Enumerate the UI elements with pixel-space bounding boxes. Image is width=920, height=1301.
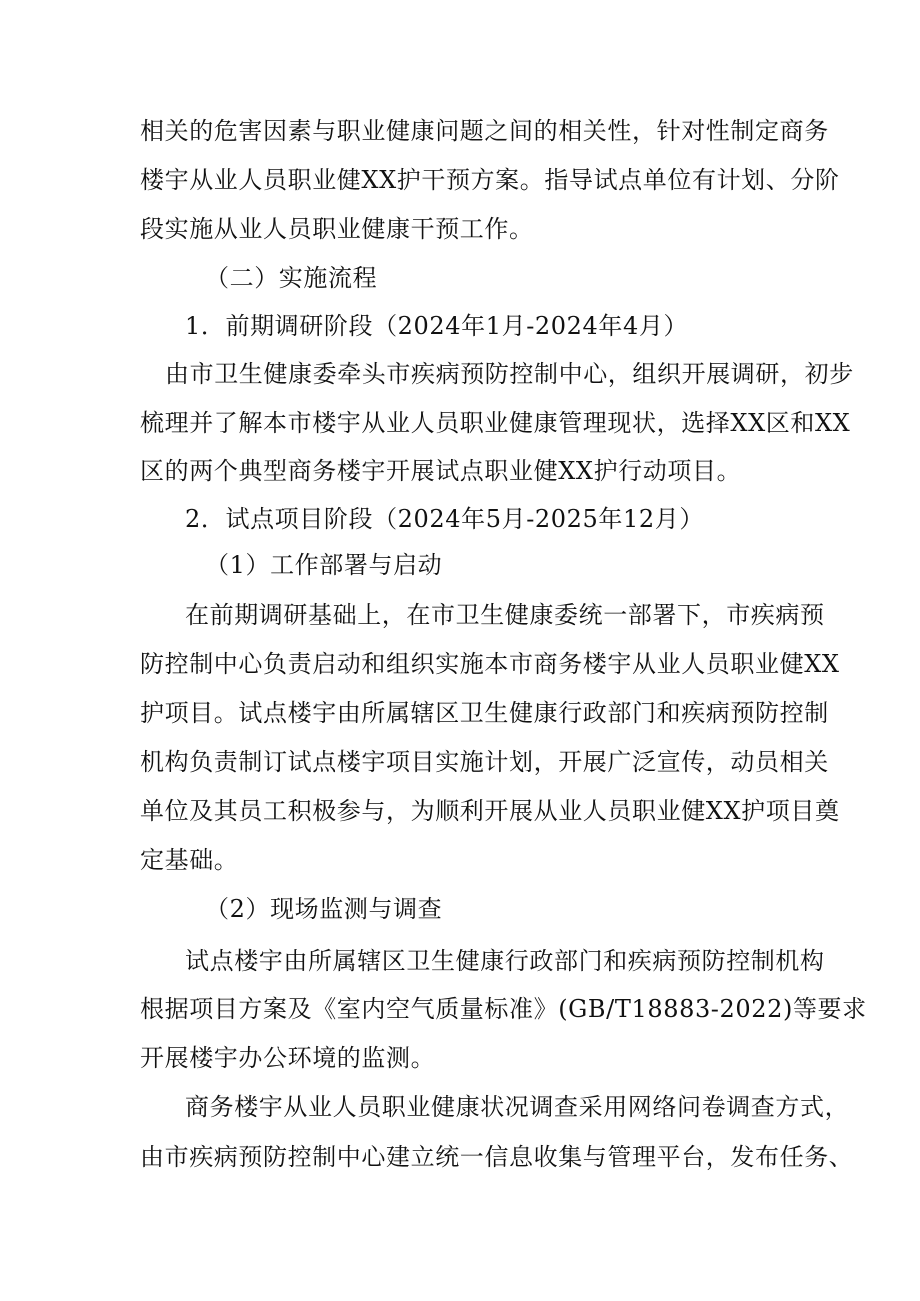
paragraph-line: 防控制中心负责启动和组织实施本市商务楼宇从业人员职业健XX xyxy=(140,650,840,678)
section-heading: （二）实施流程 xyxy=(205,264,378,292)
paragraph-line: 试点楼宇由所属辖区卫生健康行政部门和疾病预防控制机构 xyxy=(185,947,825,975)
sub-heading: （1）工作部署与启动 xyxy=(205,551,443,579)
paragraph-line: 在前期调研基础上，在市卫生健康委统一部署下，市疾病预 xyxy=(185,601,825,629)
paragraph-line: 段实施从业人员职业健康干预工作。 xyxy=(140,215,534,243)
stage-heading: 1．前期调研阶段（2024年1月-2024年4月） xyxy=(185,312,689,340)
paragraph-line: 区的两个典型商务楼宇开展试点职业健XX护行动项目。 xyxy=(140,457,742,485)
sub-heading: （2）现场监测与调查 xyxy=(205,895,443,923)
paragraph-line: 商务楼宇从业人员职业健康状况调查采用网络问卷调查方式， xyxy=(185,1093,850,1121)
paragraph-line: 开展楼宇办公环境的监测。 xyxy=(140,1044,436,1072)
paragraph-line: 由市卫生健康委牵头市疾病预防控制中心，组织开展调研，初步 xyxy=(165,360,854,388)
paragraph-line: 根据项目方案及《室内空气质量标准》(GB/T18883-2022)等要求 xyxy=(140,995,867,1023)
paragraph-line: 护项目。试点楼宇由所属辖区卫生健康行政部门和疾病预防控制 xyxy=(140,699,829,727)
paragraph-line: 机构负责制订试点楼宇项目实施计划，开展广泛宣传，动员相关 xyxy=(140,748,829,776)
paragraph-line: 梳理并了解本市楼宇从业人员职业健康管理现状，选择XX区和XX xyxy=(140,409,851,437)
paragraph-line: 由市疾病预防控制中心建立统一信息收集与管理平台，发布任务、 xyxy=(140,1143,854,1171)
paragraph-line: 楼宇从业人员职业健XX护干预方案。指导试点单位有计划、分阶 xyxy=(140,166,840,194)
paragraph-line: 相关的危害因素与职业健康问题之间的相关性，针对性制定商务 xyxy=(140,117,829,145)
stage-heading: 2．试点项目阶段（2024年5月-2025年12月） xyxy=(185,505,704,533)
paragraph-line: 单位及其员工积极参与，为顺利开展从业人员职业健XX护项目奠 xyxy=(140,797,840,825)
paragraph-line: 定基础。 xyxy=(140,846,239,874)
